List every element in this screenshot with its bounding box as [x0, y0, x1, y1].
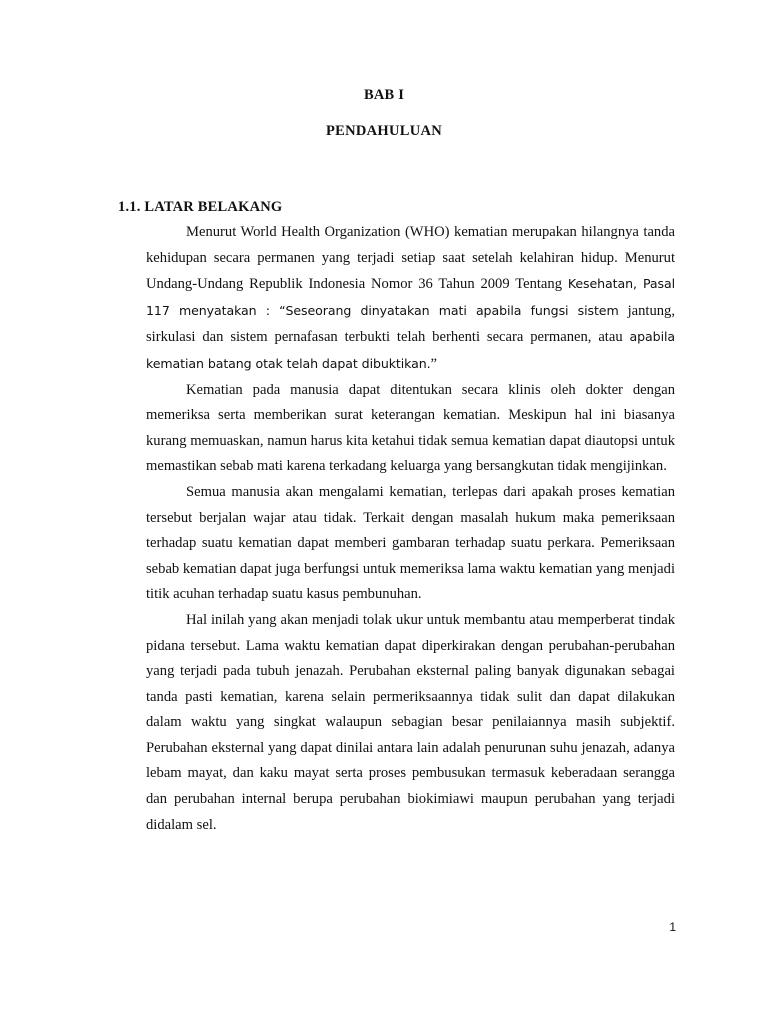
page-number: 1: [669, 920, 676, 934]
paragraph-1: [146, 220, 675, 378]
paragraph-2: Kematian pada manusia dapat ditentukan secara klinis oleh dokter dengan memeriksa serta memberikan surat keterangan kematian. Meskipun hal ini biasanya kurang memuaskan, namun harus kita ketahui tidak semua kematian dapat diautopsi untuk memastikan sebab mati karena terkadang keluarga yang bersangkutan tidak mengijinkan.: [146, 381, 675, 475]
paragraph-1-intro: Menurut World Health Organization (WHO) kematian merupakan hilangnya tanda kehidupan secara permanen yang terjadi setiap saat setelah kelahiran hidup. Menurut Undang-Undang Republik Indonesia Nomor 36 Tahun 2009 Tentang: [146, 224, 675, 293]
chapter-title: PENDAHULUAN: [325, 123, 443, 139]
paragraph-3: Semua manusia akan mengalami kematian, terlepas dari apakah proses kematian tersebut berjalan wajar atau tidak. Terkait dengan masalah hukum maka pemeriksaan terhadap suatu kematian dapat memberi gambaran terhadap suatu perkara. Pemeriksaan sebab kematian dapat juga berfungsi untuk memeriksa lama waktu kematian yang menjadi titik acuhan terhadap suatu kasus pembunuhan.: [146, 483, 675, 603]
chapter-number: BAB I: [363, 87, 405, 103]
body-text: [146, 220, 675, 838]
quote-end: apabila kematian batang otak telah dapat dibuktikan.: [146, 329, 675, 371]
section-heading: 1.1. LATAR BELAKANG: [118, 199, 283, 215]
quote-middle: jantung, sirkulasi dan sistem pernafasan terbukti telah berhenti secara permanen, atau: [146, 302, 675, 346]
quote-closing-mark: ”: [430, 355, 438, 372]
paragraph-4: Hal inilah yang akan menjadi tolak ukur untuk membantu atau memperberat tindak pidana tersebut. Lama waktu kematian dapat diperkirakan dengan perubahan-perubahan yang terjadi pada tubuh jenazah. Perubahan eksternal paling banyak digunakan sebagai tanda pasti kematian, karena selain permeriksaannya tidak sulit dan dapat dilakukan dalam waktu yang singkat walaupun sebagian besar penilaiannya masih subjektif. Perubahan eksternal yang dapat dinilai antara lain adalah penurunan suhu jenazah, adanya lebam mayat, dan kaku mayat serta proses pembusukan termasuk keberadaan serangga dan perubahan internal berupa perubahan biokimiawi maupun perubahan yang terjadi didalam sel.: [146, 611, 675, 833]
law-reference: Kesehatan, Pasal 117 menyatakan : “Seseorang dinyatakan mati apabila fungsi sistem: [146, 276, 675, 318]
